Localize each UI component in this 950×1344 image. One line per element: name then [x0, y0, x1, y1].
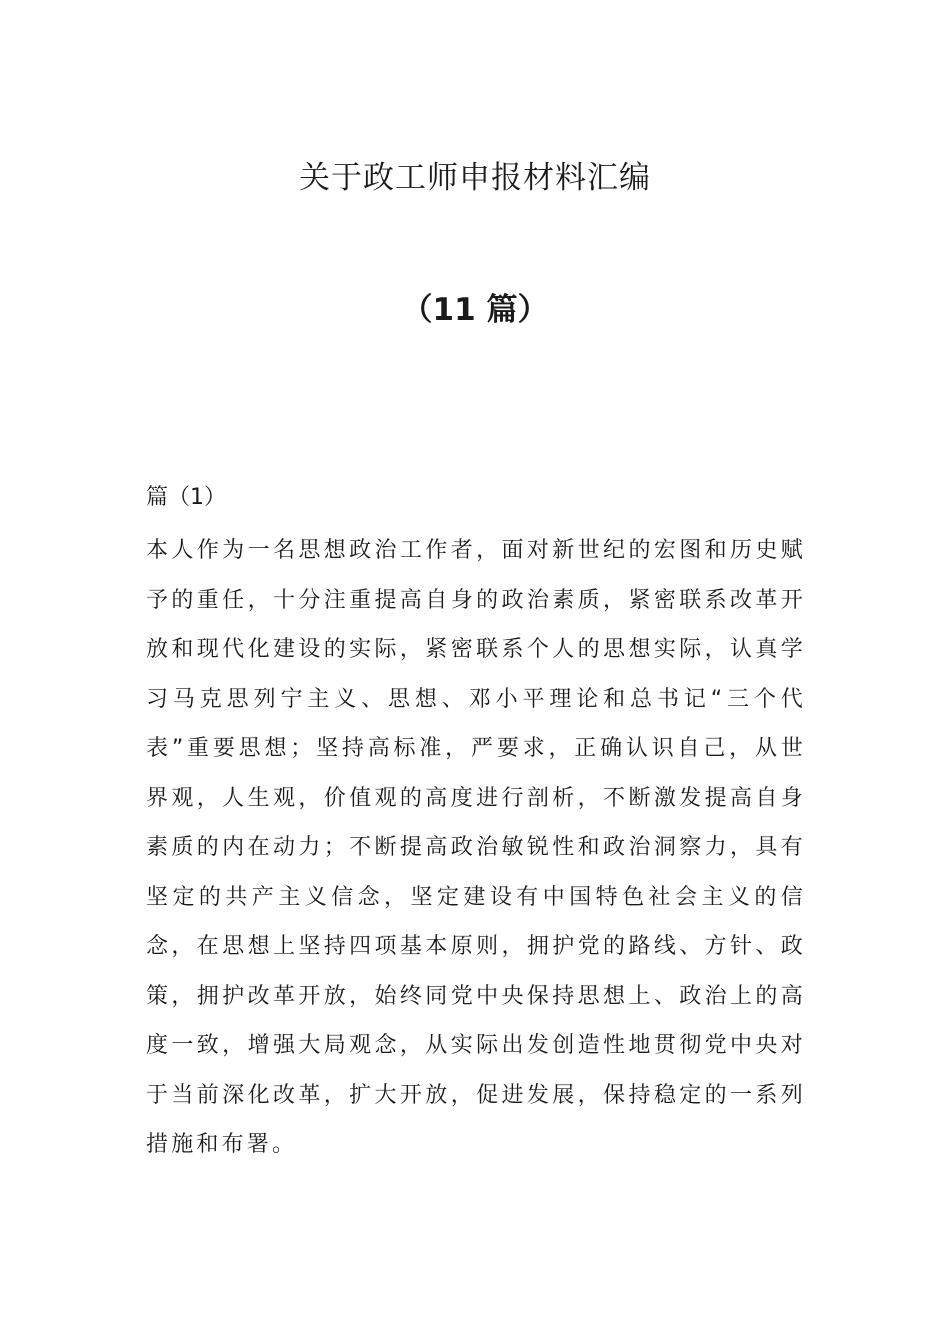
document-subtitle: （11 篇） — [401, 292, 549, 328]
body-paragraph: 本人作为一名思想政治工作者，面对新世纪的宏图和历史赋予的重任，十分注重提高自身的政治素质，紧密联系改革开放和现代化建设的实际，紧密联系个人的思想实际，认真学习马克思列宁主义、思想、邓小平理论和总书记“三个代表”重要思想；坚持高标准，严要求，正确认识自己，从世界观，人生观，价值观的高度进行剖析，不断激发提高自身素质的内在动力；不断提高政治敏锐性和政治洞察力，具有坚定的共产主义信念，坚定建设有中国特色社会主义的信念，在思想上坚持四项基本原则，拥护党的路线、方针、政策，拥护改革开放，始终同党中央保持思想上、政治上的高度一致，增强大局观念，从实际出发创造性地贯彻党中央对于当前深化改革，扩大开放，促进发展，保持稳定的一系列措施和布署。 — [146, 538, 806, 1157]
chapter-label: 篇（1） — [146, 485, 226, 510]
document-title: 关于政工师申报材料汇编 — [299, 160, 651, 196]
